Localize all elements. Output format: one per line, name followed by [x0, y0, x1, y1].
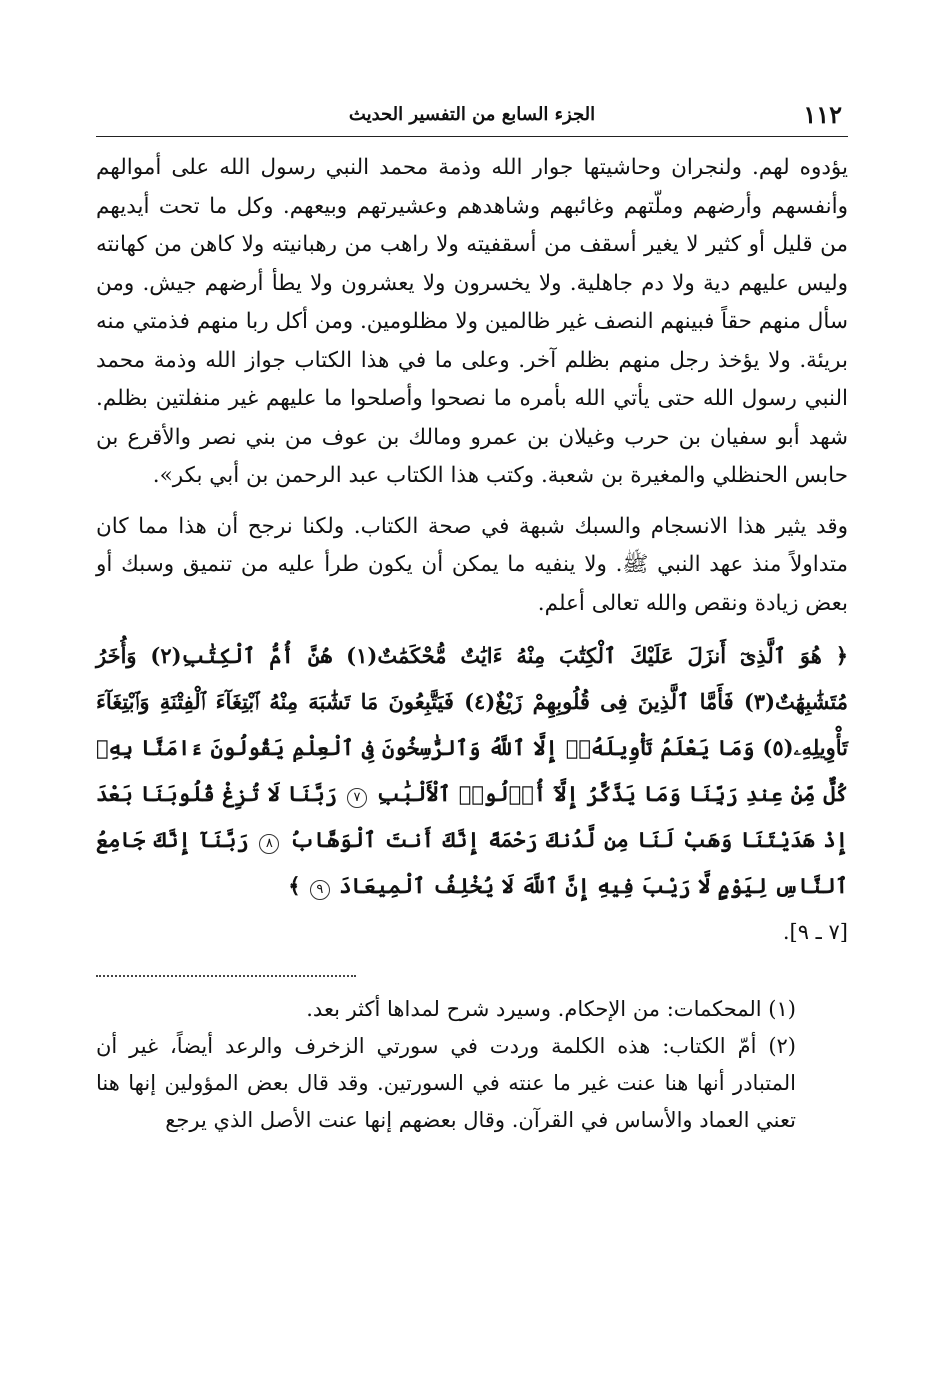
paragraph-commentary: وقد يثير هذا الانسجام والسبك شبهة في صحة الكتاب. ولكنا نرجح أن هذا مما كان متداولاً منذ عهد النبي ﷺ. ولا ينفيه ما يمكن أن يكون طرأ عليه من تنميق وسبك أو بعض زيادة ونقص والله تعالى أعلم.	[96, 513, 848, 616]
ayah-number-8: ٨	[259, 834, 279, 854]
quran-verses	[96, 633, 848, 955]
quran-verse-7: هُوَ ٱلَّذِىٓ أَنزَلَ عَلَيْكَ ٱلْكِتَٰبَ مِنْهُ ءَايَٰتٌ مُّحْكَمَٰتٌ(١) هُنَّ أُمُّ ٱلْكِتَٰبِ(٢) وَأُخَرُ مُتَشَٰبِهَٰتٌ(٣) فَأَمَّا ٱلَّذِينَ فِى قُلُوبِهِمْ زَيْغٌ(٤) فَيَتَّبِعُونَ مَا تَشَٰبَهَ مِنْهُ ٱبْتِغَآءَ ٱلْفِتْنَةِ وَٱبْتِغَآءَ تَأْوِيلِهِۦ(٥) وَمَا يَعْلَمُ تَأْوِيلَهُۥٓ إِلَّا ٱللَّهُ وَٱلرَّٰسِخُونَ فِى ٱلْعِلْمِ يَقُولُونَ ءَامَنَّا بِهِۦ كُلٌّ مِّنْ عِندِ رَبِّنَا وَمَا يَذَّكَّرُ إِلَّآ أُو۟لُوا۟ ٱلْأَلْبَٰبِ	[96, 643, 848, 806]
quran-verse-9: رَبَّنَآ إِنَّكَ جَامِعُ ٱلنَّاسِ لِيَوْمٍ لَّا رَيْبَ فِيهِ إِنَّ ٱللَّهَ لَا يُخْلِفُ ٱلْمِيعَادَ	[96, 827, 848, 898]
footnote-1: (١) المحكمات: من الإحكام. وسيرد شرح لمداها أكثر بعد.	[306, 997, 796, 1021]
quran-open-bracket: ﴿	[835, 643, 849, 668]
ayah-number-7: ٧	[347, 788, 367, 808]
ayah-number-9: ٩	[310, 880, 330, 900]
paragraph-treaty-text: يؤدوه لهم. ولنجران وحاشيتها جوار الله وذمة محمد النبي رسول الله على أموالهم وأنفسهم وأرضهم وملّتهم وغائبهم وشاهدهم وعشيرتهم وبيعهم. وكل ما تحت أيديهم من قليل أو كثير لا يغير أسقف من أسقفيته ولا راهب من رهبانيته ولا كاهن من كهانته وليس عليهم دية ولا دم جاهلية. ولا يخسرون ولا يعشرون ولا يطأ أرضهم جيش. ومن سأل منهم حقاً فبينهم النصف غير ظالمين ولا مظلومين. ومن أكل ربا منهم فذمتي منه بريئة. ولا يؤخذ رجل منهم بظلم آخر. وعلى ما في هذا الكتاب جواز الله وذمة محمد النبي رسول الله حتى يأتي الله بأمره ما نصحوا وأصلحوا ما عليهم غير منفلتين بظلم. شهد أبو سفيان بن حرب وغيلان بن عمرو ومالك بن عوف من بني نصر والأقرع بن حابس الحنظلي والمغيرة بن شعبة. وكتب هذا الكتاب عبد الرحمن بن أبي بكر».	[96, 155, 848, 488]
page-number: ١١٢	[803, 100, 842, 129]
book-page	[96, 100, 848, 1139]
page-header	[96, 100, 848, 137]
footnote-separator	[96, 973, 356, 977]
quran-close-bracket: ﴾	[288, 873, 301, 898]
footnotes	[96, 991, 848, 1139]
main-text	[96, 149, 848, 623]
quran-verse-8: رَبَّنَا لَا تُزِغْ قُلُوبَنَا بَعْدَ إِذْ هَدَيْتَنَا وَهَبْ لَنَا مِن لَّدُنكَ رَحْمَةً إِنَّكَ أَنتَ ٱلْوَهَّابُ	[96, 781, 849, 852]
verse-reference: [٧ ـ ٩].	[782, 920, 848, 944]
running-title: الجزء السابع من التفسير الحديث	[348, 104, 596, 125]
footnote-2: (٢) أمّ الكتاب: هذه الكلمة وردت في سورتي الزخرف والرعد أيضاً، غير أن المتبادر أنها هنا عنت غير ما عنته في السورتين. وقد قال بعض المؤولين إنها هنا تعني العماد والأساس في القرآن. وقال بعضهم إنها عنت الأصل الذي يرجع	[96, 1034, 796, 1132]
